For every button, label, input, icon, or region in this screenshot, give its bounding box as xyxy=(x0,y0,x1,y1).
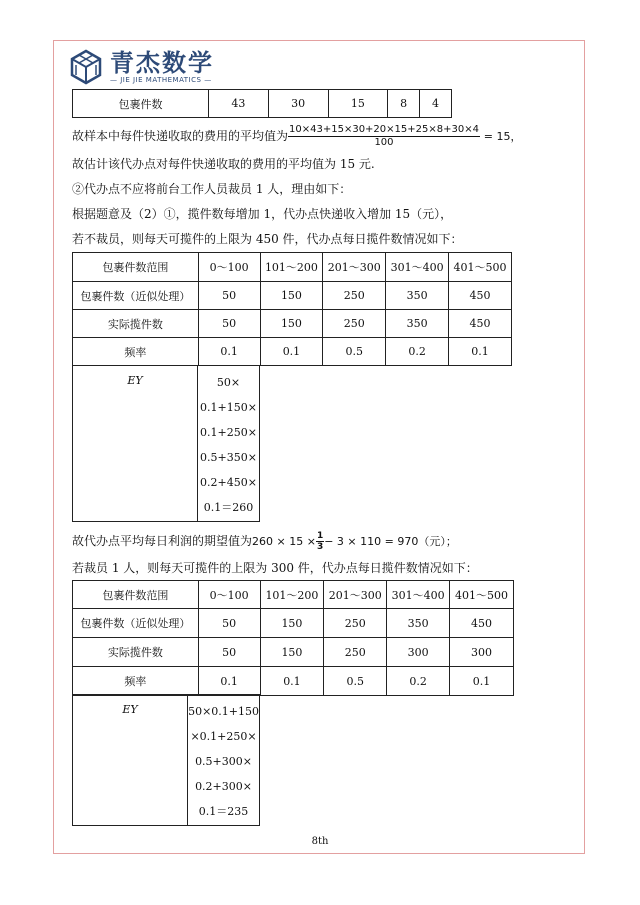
table-cell: 0.1 xyxy=(260,338,323,366)
table-cell: 250 xyxy=(323,282,386,310)
table-cell: 350 xyxy=(386,282,449,310)
table-row xyxy=(73,310,512,338)
one-third-fraction xyxy=(316,531,324,552)
estimate-line: 故估计该代办点对每件快递收取的费用的平均值为 15 元. xyxy=(72,157,375,171)
layoff-line: 若裁员 1 人，则每天可揽件的上限为 300 件，代办点每日揽件数情况如下： xyxy=(72,561,478,575)
profit-formula-b: − 3 × 110 = 970（元）； xyxy=(324,535,457,548)
ey-formula-line: 50×0.1+150 xyxy=(188,705,259,718)
table-cell: 101～200 xyxy=(260,581,324,609)
table-cell: 0.5 xyxy=(324,667,387,696)
table-cell: 50 xyxy=(198,609,260,638)
table-cell: 450 xyxy=(450,609,514,638)
reason-intro-line: ②代办点不应将前台工作人员裁员 1 人，理由如下： xyxy=(72,182,352,196)
fraction-denominator: 3 xyxy=(316,542,324,552)
table-cell: 50 xyxy=(198,310,260,338)
table-cell: 450 xyxy=(449,282,512,310)
table-row xyxy=(73,695,260,826)
table-cell: 0.1 xyxy=(450,667,514,696)
table-cell: 401～500 xyxy=(450,581,514,609)
table-cell: 301～400 xyxy=(387,581,450,609)
table-cell: 150 xyxy=(260,310,323,338)
ey-formula-line: 0.5+300× xyxy=(195,755,252,768)
ey-formula-line: 0.5+350× xyxy=(200,451,257,464)
table-cell: 0～100 xyxy=(198,581,260,609)
ey-formula-line: 0.1＝235 xyxy=(198,805,249,818)
table-cell: 250 xyxy=(323,310,386,338)
profit-expectation-line xyxy=(72,531,457,552)
table-cell: 250 xyxy=(324,638,387,667)
ey-formula-line: 50× xyxy=(216,376,241,389)
table-cell: 0.5 xyxy=(323,338,386,366)
table-cell: 450 xyxy=(449,310,512,338)
profit-text: 故代办点平均每日利润的期望值为 xyxy=(72,534,253,548)
table-cell: 包裹件数范围 xyxy=(73,581,199,609)
table-cell: 包裹件数（近似处理） xyxy=(73,282,199,310)
table-cell: 301～400 xyxy=(386,253,449,282)
table-cell: 150 xyxy=(260,282,323,310)
table-row xyxy=(73,282,512,310)
table-cell: 101～200 xyxy=(260,253,323,282)
table-cell: 350 xyxy=(386,310,449,338)
page-number: 8th xyxy=(311,836,329,847)
table-row xyxy=(73,581,514,609)
fraction-numerator: 10×43+15×30+20×15+25×8+30×4 xyxy=(289,124,479,135)
table-cell: 0.1 xyxy=(198,338,260,366)
table-cell: 150 xyxy=(260,609,324,638)
table-cell: 包裹件数范围 xyxy=(73,253,199,282)
table-cell: 30 xyxy=(268,90,328,118)
mean-fee-result: = 15， xyxy=(483,130,522,143)
top-count-table xyxy=(72,89,452,118)
table-row xyxy=(73,609,514,638)
no-layoff-line: 若不裁员，则每天可揽件的上限为 450 件，代办点每日揽件数情况如下： xyxy=(72,232,463,246)
fraction-numerator: 1 xyxy=(316,531,324,541)
ey-formula-cell xyxy=(188,695,260,826)
logo-english-text: — JIE JIE MATHEMATICS — xyxy=(110,76,212,84)
ey-formula-line: 0.2+450× xyxy=(200,476,257,489)
table-cell: 0～100 xyxy=(198,253,260,282)
table-row xyxy=(73,667,514,696)
table-cell: 300 xyxy=(387,638,450,667)
table-cell: 0.2 xyxy=(387,667,450,696)
no-layoff-ey-table xyxy=(72,365,260,522)
ey-formula-cell xyxy=(198,366,260,522)
table-cell: 250 xyxy=(324,609,387,638)
table-cell: 201～300 xyxy=(323,253,386,282)
table-cell: 包裹件数 xyxy=(73,90,209,118)
mean-fee-line xyxy=(72,124,522,149)
fraction-denominator: 100 xyxy=(374,137,394,148)
layoff-table xyxy=(72,580,514,696)
layoff-ey-table xyxy=(72,694,260,826)
table-cell: 实际揽件数 xyxy=(73,310,199,338)
table-cell: 频率 xyxy=(73,338,199,366)
table-cell: 0.1 xyxy=(198,667,260,696)
table-cell: 300 xyxy=(450,638,514,667)
table-cell: 0.1 xyxy=(260,667,324,696)
table-row xyxy=(73,338,512,366)
table-row xyxy=(73,638,514,667)
table-cell: 频率 xyxy=(73,667,199,696)
table-cell: 201～300 xyxy=(324,581,387,609)
table-cell: 0.2 xyxy=(386,338,449,366)
table-cell: 401～500 xyxy=(449,253,512,282)
table-cell: 实际揽件数 xyxy=(73,638,199,667)
table-row xyxy=(73,253,512,282)
table-cell: 43 xyxy=(209,90,269,118)
income-increase-line: 根据题意及（2）①，揽件数每增加 1，代办点快递收入增加 15（元）， xyxy=(72,207,453,221)
logo-chinese-text: 青杰数学 xyxy=(110,49,214,77)
table-cell: 50 xyxy=(198,638,260,667)
ey-formula-line: 0.1+150× xyxy=(200,401,257,414)
ey-formula-line: 0.1+250× xyxy=(200,426,257,439)
brand-logo xyxy=(68,46,214,88)
table-cell: 0.1 xyxy=(449,338,512,366)
table-cell: 8 xyxy=(388,90,420,118)
table-row xyxy=(73,90,452,118)
no-layoff-table xyxy=(72,252,512,366)
mean-fee-text: 故样本中每件快递收取的费用的平均值为 xyxy=(72,129,289,143)
ey-formula-line: 0.2+300× xyxy=(195,780,252,793)
table-cell: 4 xyxy=(420,90,452,118)
mean-fee-fraction xyxy=(288,124,480,149)
table-cell: 150 xyxy=(260,638,324,667)
table-cell: 包裹件数（近似处理） xyxy=(73,609,199,638)
ey-formula-line: ×0.1+250× xyxy=(190,730,257,743)
table-cell: 15 xyxy=(328,90,388,118)
cube-logo-icon xyxy=(68,49,104,85)
ey-label-cell: EY xyxy=(73,366,198,522)
table-cell: 350 xyxy=(387,609,450,638)
profit-formula-a: 260 × 15 × xyxy=(252,535,316,548)
table-cell: 50 xyxy=(198,282,260,310)
table-row xyxy=(73,366,260,522)
ey-formula-line: 0.1＝260 xyxy=(203,501,254,514)
ey-label-cell: EY xyxy=(73,695,188,826)
